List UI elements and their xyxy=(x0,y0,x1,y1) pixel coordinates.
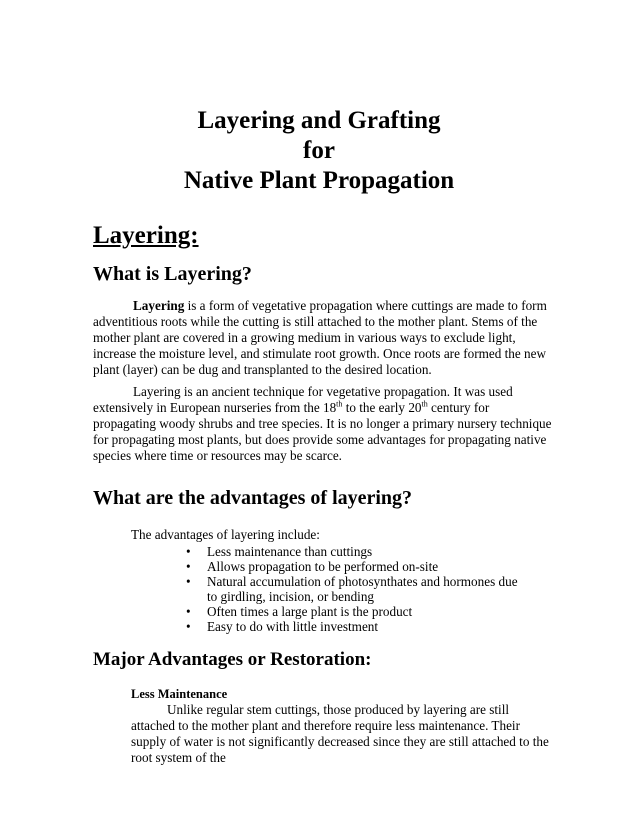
advantages-intro: The advantages of layering include: xyxy=(131,527,320,542)
section-heading-layering: Layering: xyxy=(93,222,199,249)
paragraph-layering-definition xyxy=(93,298,553,378)
title-line-2: for xyxy=(303,137,335,164)
title-line-3: Native Plant Propagation xyxy=(183,167,455,194)
title-line-1: Layering and Grafting xyxy=(197,107,441,134)
paragraph-less-maintenance: Unlike regular stem cuttings, those produced by layering are still attached to the mother plant and therefore require less maintenance. Their supply of water is not significantly decreased since they are still attached to the root system of the xyxy=(131,702,549,765)
list-item: • Often times a large plant is the product xyxy=(186,604,413,619)
advantages-list xyxy=(186,544,526,634)
list-item: • Allows propagation to be performed on-site xyxy=(186,559,439,574)
document-title xyxy=(0,106,638,196)
list-item: • Less maintenance than cuttings xyxy=(186,544,373,559)
heading-major-advantages: Major Advantages or Restoration: xyxy=(93,649,372,670)
definition-text: is a form of vegetative propagation where cuttings are made to form adventitious roots while the cutting is still attached to the mother plant. Stems of the mother plant are covered in a growing medium in various ways to exclude light, increase the moisture level, and stimulate root growth. Once roots are formed the new plant (layer) can be dug and transplanted to the desired location. xyxy=(93,298,547,377)
term-layering: Layering xyxy=(133,298,185,313)
paragraph-layering-history: Layering is an ancient technique for vegetative propagation. It was used extensively in European nurseries from the 18th to the early 20th century for propagating woody shrubs and tree species. It is no longer a primary nursery technique for propagating most plants, but does provide some advantages for propagating native species where time or resources may be scarce. xyxy=(93,384,552,463)
list-item: • Easy to do with little investment xyxy=(186,619,379,634)
heading-what-is-layering: What is Layering? xyxy=(93,263,252,285)
heading-less-maintenance: Less Maintenance xyxy=(131,687,228,701)
list-item: • Natural accumulation of photosynthates and hormones due to girdling, incision, or bending xyxy=(186,574,518,604)
heading-advantages: What are the advantages of layering? xyxy=(93,487,413,509)
